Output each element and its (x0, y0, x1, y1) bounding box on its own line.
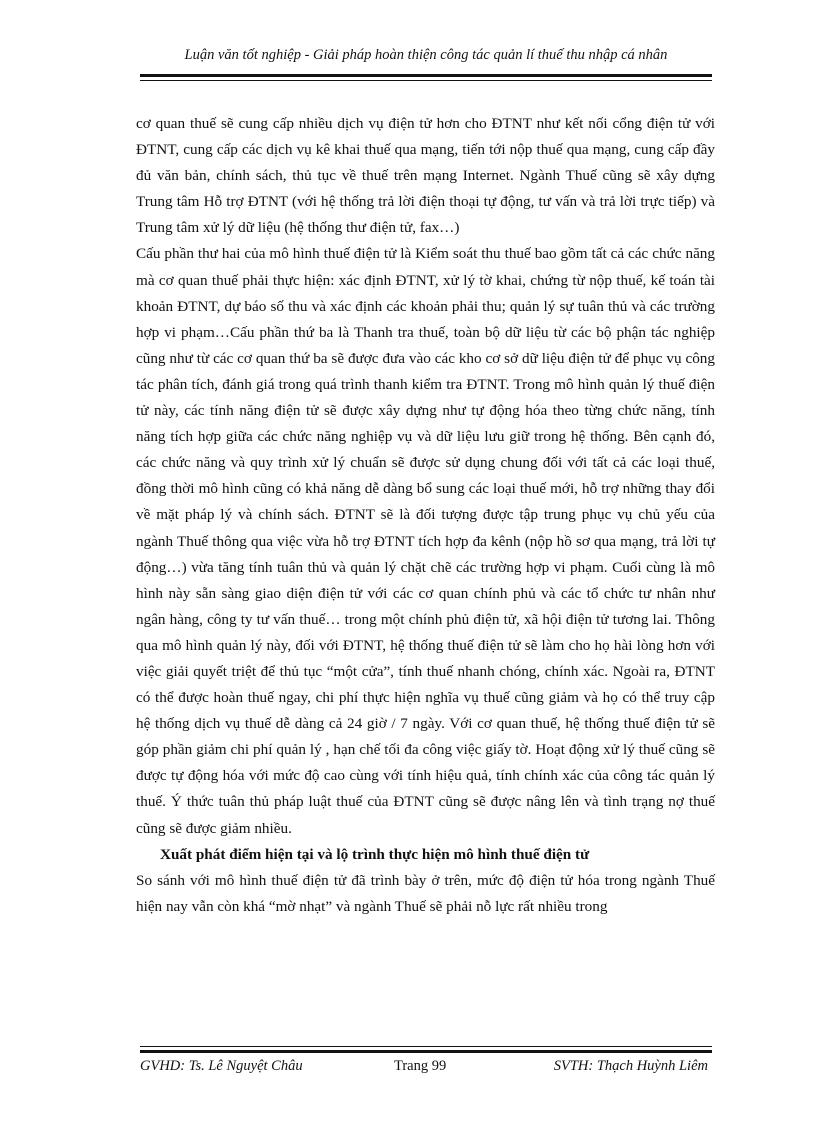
page-body (136, 111, 715, 920)
footer-rule-thin (140, 1046, 712, 1047)
section-heading: Xuất phát điểm hiện tại và lộ trình thực hiện mô hình thuế điện tử (160, 845, 590, 863)
footer-advisor: GVHD: Ts. Lê Nguyệt Châu (140, 1058, 303, 1074)
footer-student: SVTH: Thạch Huỳnh Liêm (553, 1058, 708, 1074)
footer-rule-thick (140, 1050, 712, 1053)
paragraph-1: cơ quan thuế sẽ cung cấp nhiều dịch vụ điện tử hơn cho ĐTNT như kết nối cổng điện tử với ĐTNT, cung cấp các dịch vụ kê khai thuế qua mạng, tiến tới nộp thuế qua mạng, cung cấp đầy đủ văn bản, chính sách, thủ tục về thuế trên mạng Internet. Ngành Thuế cũng sẽ xây dựng Trung tâm Hỗ trợ ĐTNT (với hệ thống trả lời điện thoại tự động, tư vấn và trả lời trực tiếp) và Trung tâm xử lý dữ liệu (hệ thống thư điện tử, fax…) (136, 115, 715, 237)
paragraph-3: So sánh với mô hình thuế điện tử đã trình bày ở trên, mức độ điện tử hóa trong ngành Thuế hiện nay vẫn còn khá “mờ nhạt” và ngành Thuế sẽ phải nỗ lực rất nhiều trong (136, 871, 715, 915)
header-rule-thin (140, 80, 712, 81)
page-header: Luận văn tốt nghiệp - Giải pháp hoàn thiện công tác quản lí thuế thu nhập cá nhân (184, 47, 668, 63)
page-footer (140, 1058, 712, 1080)
header-rule-thick (140, 74, 712, 77)
page-number: Trang 99 (394, 1058, 447, 1074)
paragraph-2: Cấu phần thư hai của mô hình thuế điện tử là Kiểm soát thu thuế bao gồm tất cả các chức năng mà cơ quan thuế phải thực hiện: xác định ĐTNT, xử lý tờ khai, chứng từ nộp thuế, kế toán tài khoản ĐTNT, dự báo số thu và xác định các khoản phải thu; quản lý sự tuân thủ và các trường hợp vi phạm…Cấu phần thứ ba là Thanh tra thuế, toàn bộ dữ liệu từ các bộ phận tác nghiệp cũng như từ các cơ quan thứ ba sẽ được đưa vào các kho cơ sở dữ liệu điện tử để phục vụ công tác phân tích, đánh giá trong quá trình thanh kiểm tra ĐTNT. Trong mô hình quản lý thuế điện tử này, các tính năng điện tử sẽ được xây dựng như tự động hóa theo từng chức năng, tính năng tích hợp giữa các chức năng nghiệp vụ và dữ liệu lưu giữ trong hệ thống. Bên cạnh đó, các chức năng và quy trình xử lý chuẩn sẽ được sử dụng chung đối với tất cả các loại thuế, đồng thời mô hình cũng có khả năng dễ dàng bổ sung các loại thuế mới, hỗ trợ những thay đổi về mặt pháp lý và chính sách. ĐTNT sẽ là đối tượng được tập trung phục vụ chủ yếu của ngành Thuế thông qua việc vừa hỗ trợ ĐTNT tích hợp đa kênh (nộp hồ sơ qua mạng, trả lời tự động…) vừa tăng tính tuân thủ và quản lý chặt chẽ các trường hợp vi phạm. Cuối cùng là mô hình này sẵn sàng giao diện điện tử với các cơ quan chính phủ và các tổ chức tư nhân như ngân hàng, công ty tư vấn thuế… trong một chính phủ điện tử, xã hội điện tử tương lai. Thông qua mô hình quản lý này, đối với ĐTNT, hệ thống thuế điện tử sẽ làm cho họ hài lòng hơn với việc giải quyết triệt để thủ tục “một cửa”, tính thuế nhanh chóng, chính xác. Ngoài ra, ĐTNT có thể được hoàn thuế ngay, chi phí thực hiện nghĩa vụ thuế cũng giảm và họ có thể truy cập hệ thống dịch vụ thuế dễ dàng cả 24 giờ / 7 ngày. Với cơ quan thuế, hệ thống thuế điện tử sẽ góp phần giảm chi phí quản lý , hạn chế tối đa công việc giấy tờ. Hoạt động xử lý thuế cũng sẽ được tự động hóa với mức độ cao cùng với tính hiệu quả, tính chính xác của công tác quản lý thuế. Ý thức tuân thủ pháp luật thuế của ĐTNT cũng sẽ được nâng lên và tình trạng nợ thuế cũng sẽ được giảm nhiều. (136, 245, 715, 837)
